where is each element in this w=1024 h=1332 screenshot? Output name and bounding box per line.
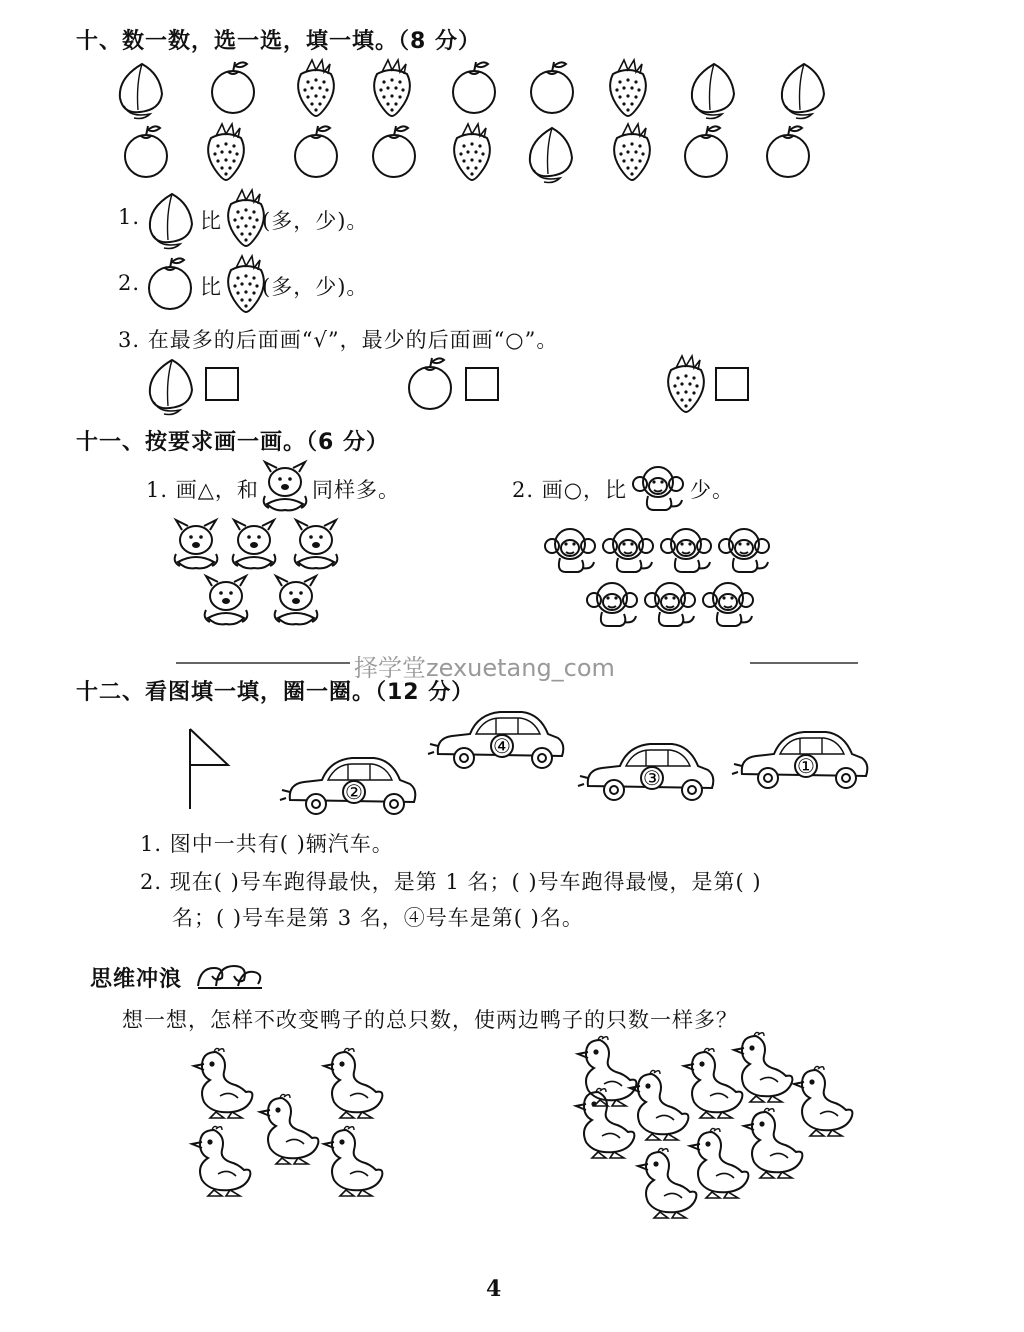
q11-1-text: 1. 画△，和 [146, 478, 259, 502]
car-number: ② [345, 780, 363, 804]
q10-1-number: 1. [118, 205, 141, 229]
page-number: 4 [486, 1276, 502, 1302]
duck-icon [324, 1048, 382, 1118]
q10-2-number: 2. [118, 271, 141, 295]
section-10-title: 十、数一数，选一选，填一填。（8 分） [76, 29, 481, 54]
duck-icon [194, 1048, 252, 1118]
section-11-title: 十一、按要求画一画。（6 分） [76, 430, 389, 455]
think-title: 思维冲浪 [90, 967, 183, 992]
q11-2-text: 2. 画○，比 [512, 478, 628, 502]
q12-2-line1: 2. 现在( )号车跑得最快，是第 1 名；( )号车跑得最慢，是第( ) [140, 870, 762, 894]
watermark-text: 择学堂zexuetang_com [354, 654, 615, 682]
duck-icon [576, 1088, 634, 1158]
duck-icon [630, 1070, 688, 1140]
duck-icon [684, 1048, 742, 1118]
duck-icon [638, 1148, 696, 1218]
q12-1-text: 1. 图中一共有( )辆汽车。 [140, 832, 394, 856]
duck-icon [260, 1094, 318, 1164]
q10-2-compare: 比 [200, 275, 222, 299]
car-number: ④ [493, 734, 511, 758]
q10-3-text: 3. 在最多的后面画“√”，最少的后面画“○”。 [118, 328, 559, 352]
think-question: 想一想，怎样不改变鸭子的总只数，使两边鸭子的只数一样多？ [122, 1008, 738, 1032]
duck-icon [734, 1032, 792, 1102]
q11-1-text-end: 同样多。 [312, 478, 400, 502]
car-number: ③ [643, 766, 661, 790]
section-12-title: 十二、看图填一填，圈一圈。（12 分） [76, 680, 475, 705]
q10-1-choice: (多，少)。 [262, 209, 369, 233]
duck-icon [744, 1108, 802, 1178]
duck-icon [324, 1126, 382, 1196]
duck-icon [794, 1066, 852, 1136]
q10-2-choice: (多，少)。 [262, 275, 369, 299]
q10-1-compare: 比 [200, 209, 222, 233]
duck-icon [192, 1126, 250, 1196]
q12-2-line2: 名；( )号车是第 3 名，④号车是第( )名。 [172, 906, 584, 930]
q11-2-text-end: 少。 [690, 478, 734, 502]
duck-icon [690, 1128, 748, 1198]
car-number: ① [797, 754, 815, 778]
